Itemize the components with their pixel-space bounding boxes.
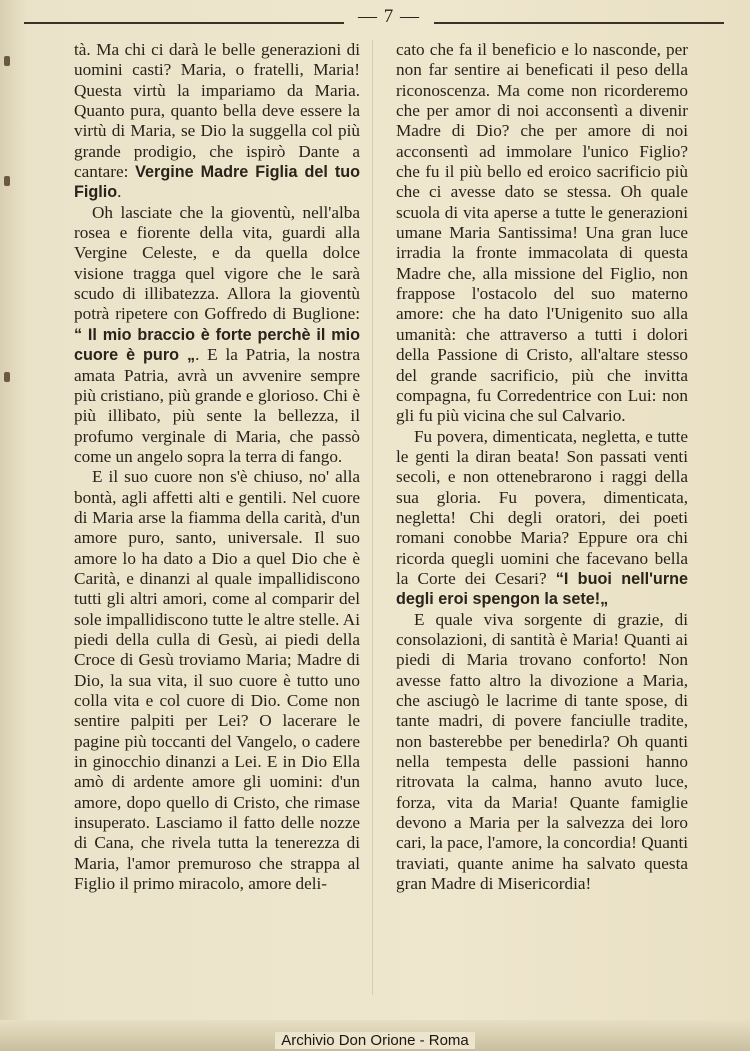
header-rule-left: [24, 22, 344, 24]
archive-footer: Archivio Don Orione - Roma: [0, 1032, 750, 1049]
paragraph: cato che fa il beneficio e lo nasconde, per non far sentire ai beneficati il peso della riconoscenza. Ma come non ricorderemo che per amor di noi acconsentì a divenir Madre di Dio? che per amore di noi acconsentì ad immolare l'unico Figlio? che fu il più bello ed eroico sacrificio più che ci avesse dato se stessa. Oh quale scuola di vita aperse a tutte le generazioni umane Maria Santissima! Una gran luce irradia la fronte immacolata di questa Madre che, alla missione del Figlio, non frappose l'ostacolo del suo materno amore: che ha dato l'Unigenito suo alla umanità: che attraverso a tutti i dolori della Passione di Cristo, all'altare stesso del grande sacrificio, più che invitta compagna, fu Corredentrice con Lui: non gli fu più vicina che sul Calvario.: [396, 40, 688, 426]
column-gutter: [372, 40, 373, 995]
right-column: [396, 40, 688, 894]
left-column: [74, 40, 360, 894]
binding-mark: [4, 56, 10, 66]
paragraph: tà. Ma chi ci darà le belle generazioni di uomini casti? Maria, o fratelli, Maria! Questa virtù la impariamo da Maria. Quanto pura, quanto bella deve essere la virtù di Maria, se Dio la suggella col più grande prodigio, che ispirò Dante a cantare: Vergine Madre Figlia del tuo Figlio.: [74, 40, 360, 202]
page-header: [24, 4, 722, 30]
paragraph: E quale viva sorgente di grazie, di consolazioni, di santità è Maria! Quanti ai piedi di Maria trovano conforto! Non avesse fatto altro la divozione a Maria, che asciugò le lacrime di tante spose, di tante madri, di povere fanciulle tradite, non basterebbe per benedirla? Oh quanti nella tempesta delle passioni hanno ritrovata la calma, hanno avuto luce, forza, vita da Maria! Quante famiglie devono a Maria per la salvezza dei loro cari, la pace, l'amore, la concordia! Quanti traviati, quante anime ha salvato questa gran Madre di Misericordia!: [396, 609, 688, 894]
binding-mark: [4, 176, 10, 186]
binding-mark: [4, 372, 10, 382]
paragraph: Fu povera, dimenticata, negletta, e tutte le genti la diran beata! Son passati venti secoli, e non ottenebrarono i raggi della sua gloria. Fu povera, dimenticata, negletta! Chi degli oratori, dei poeti romani conobbe Maria? Eppure ora chi ricorda quegli uomini che facevano bella la Corte dei Cesari? “I buoi nell'urne degli eroi spengon la sete!„: [396, 426, 689, 609]
paragraph: E il suo cuore non s'è chiuso, no' alla bontà, agli affetti alti e gentili. Nel cuore di Maria arse la fiamma della carità, d'un amore puro, santo, universale. Il suo amore lo ha dato a Dio a quel Dio che è Carità, e dinanzi al quale impallidiscono tutti gli altri amori, come al comparir del sole impallidiscono tutte le altre stelle. Ai piedi della culla di Gesù, ai piedi della Croce di Gesù troviamo Maria; Madre di Dio, la sua vita, il suo cuore è tutto uno colla vita e col cuore di Dio. Come non sentire palpiti per Lei? O lacerare le pagine più toccanti del Vangelo, o cadere in ginocchio dinanzi a Lei. E in Dio Ella amò di ardente amore gli uomini: d'un amore, dopo quello di Cristo, che rimase insuperato. Lasciamo il fatto delle nozze di Cana, che rivela tutta la tenerezza di Maria, l'amor premuroso che strappa al Figlio il primo miracolo, amore deli-: [74, 467, 360, 894]
page-number: — 7 —: [358, 6, 420, 27]
header-rule-right: [434, 22, 724, 24]
paragraph: Oh lasciate che la gioventù, nell'alba rosea e fiorente della vita, guardi alla Vergine Celeste, e da quella dolce visione tragga quel vigore che le sarà scudo di illibatezza. Allora la gioventù potrà ripetere con Goffredo di Buglione: “ Il mio braccio è forte perchè il mio cuore è puro „. E la Patria, la nostra amata Patria, avrà un avvenire sempre più cristiano, più grande e glorioso. Chi è più illibato, più sente la bellezza, il profumo verginale di Maria, che passò come un angelo sopra la terra di fango.: [74, 202, 360, 466]
